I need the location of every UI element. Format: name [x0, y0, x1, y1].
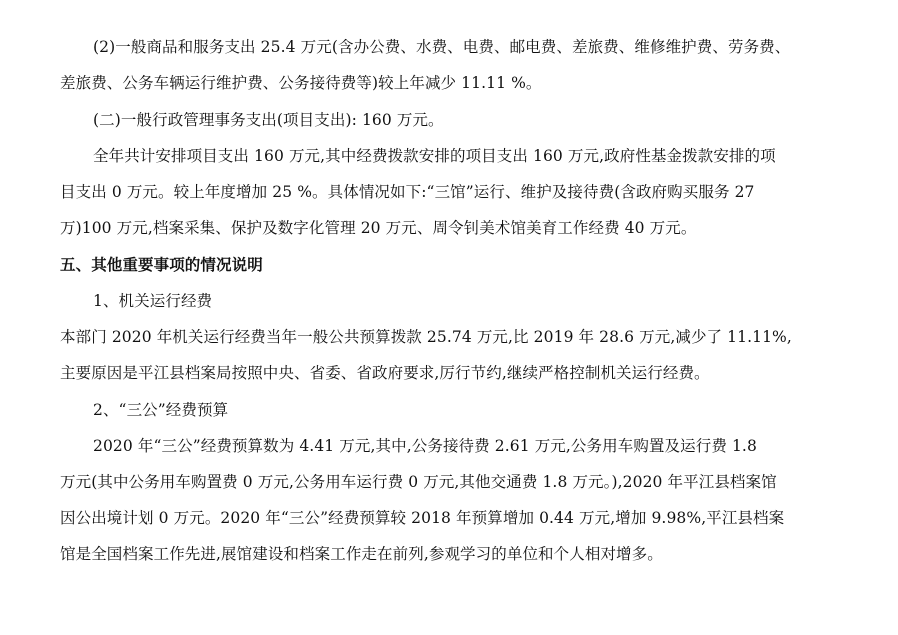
- paragraph-line: 馆是全国档案工作先进,展馆建设和档案工作走在前列,参观学习的单位和个人相对增多。: [60, 545, 663, 563]
- paragraph-line: 全年共计安排项目支出 160 万元,其中经费拨款安排的项目支出 160 万元,政府性基金拨款安排的项: [93, 147, 776, 165]
- paragraph-line: 万元(其中公务用车购置费 0 万元,公务用车运行费 0 万元,其他交通费 1.8 万元。),2020 年平江县档案馆: [60, 473, 777, 491]
- paragraph-line: 因公出境计划 0 万元。2020 年“三公”经费预算较 2018 年预算增加 0.44 万元,增加 9.98%,平江县档案: [60, 509, 785, 527]
- subsection-heading: 1、机关运行经费: [93, 292, 213, 310]
- paragraph-line: (2)一般商品和服务支出 25.4 万元(含办公费、水费、电费、邮电费、差旅费、维修维护费、劳务费、: [93, 38, 791, 56]
- paragraph-line: (二)一般行政管理事务支出(项目支出): 160 万元。: [93, 111, 444, 129]
- paragraph-line: 万)100 万元,档案采集、保护及数字化管理 20 万元、周令钊美术馆美育工作经费 40 万元。: [60, 219, 697, 237]
- paragraph-line: 2020 年“三公”经费预算数为 4.41 万元,其中,公务接待费 2.61 万元,公务用车购置及运行费 1.8: [93, 437, 757, 455]
- paragraph-line: 主要原因是平江县档案局按照中央、省委、省政府要求,厉行节约,继续严格控制机关运行经费。: [60, 364, 710, 382]
- paragraph-line: 目支出 0 万元。较上年度增加 25 %。具体情况如下:“三馆”运行、维护及接待费(含政府购买服务 27: [60, 183, 755, 201]
- subsection-heading: 2、“三公”经费预算: [93, 401, 229, 419]
- section-heading: 五、其他重要事项的情况说明: [60, 256, 263, 274]
- paragraph-line: 差旅费、公务车辆运行维护费、公务接待费等)较上年减少 11.11 %。: [60, 74, 542, 92]
- paragraph-line: 本部门 2020 年机关运行经费当年一般公共预算拨款 25.74 万元,比 2019 年 28.6 万元,减少了 11.11%,: [60, 328, 792, 346]
